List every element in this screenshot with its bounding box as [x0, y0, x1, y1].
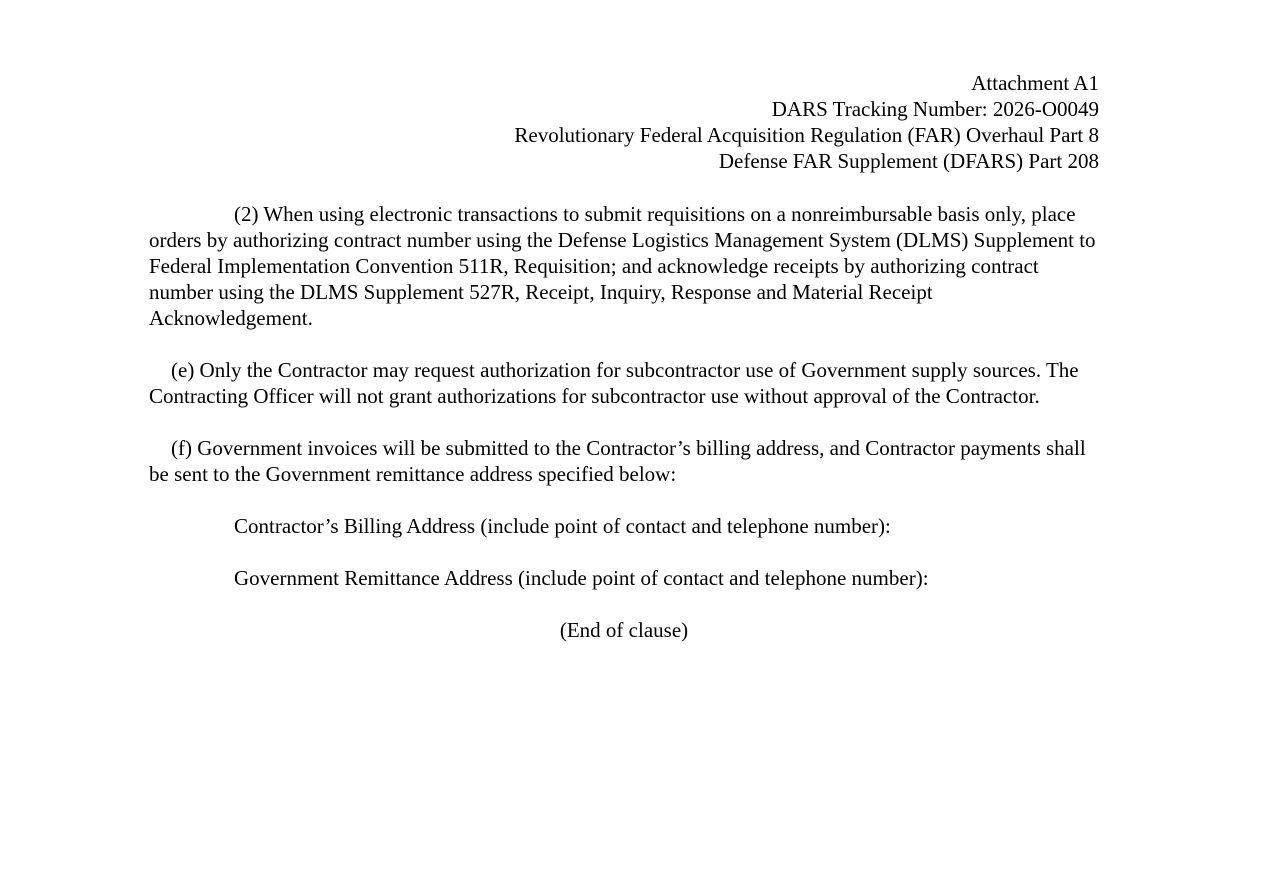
spacer: [149, 591, 1099, 617]
government-remittance-address-line: Government Remittance Address (include point of contact and telephone number):: [234, 566, 929, 590]
spacer: [149, 487, 1099, 513]
document-header: [149, 70, 1099, 174]
spacer: [149, 331, 1099, 357]
paragraph-f-invoices-payments: (f) Government invoices will be submitted to the Contractor’s billing address, and Contractor payments shall be sent to the Government remittance address specified below:: [149, 436, 1086, 486]
paragraph-2-electronic-transactions: (2) When using electronic transactions to submit requisitions on a nonreimbursable basis only, place orders by authorizing contract number using the Defense Logistics Management System (DLMS) Supplement to Federal Implementation Convention 511R, Requisition; and acknowledge receipts by authorizing contract number using the DLMS Supplement 527R, Receipt, Inquiry, Response and Material Receipt Acknowledgement.: [149, 202, 1096, 330]
far-overhaul-part: Revolutionary Federal Acquisition Regulation (FAR) Overhaul Part 8: [514, 123, 1099, 147]
end-of-clause: (End of clause): [559, 618, 689, 642]
spacer: [149, 409, 1099, 435]
document-page: [149, 70, 1099, 643]
dfars-part: Defense FAR Supplement (DFARS) Part 208: [718, 149, 1099, 173]
paragraph-e-subcontractor-authorization: (e) Only the Contractor may request authorization for subcontractor use of Government supply sources. The Contracting Officer will not grant authorizations for subcontractor use without approval of the Contractor.: [149, 358, 1079, 408]
dars-tracking-number: DARS Tracking Number: 2026-O0049: [771, 97, 1099, 121]
contractor-billing-address-line: Contractor’s Billing Address (include point of contact and telephone number):: [234, 514, 891, 538]
spacer: [149, 539, 1099, 565]
spacer: [149, 174, 1099, 201]
attachment-label: Attachment A1: [971, 71, 1099, 95]
